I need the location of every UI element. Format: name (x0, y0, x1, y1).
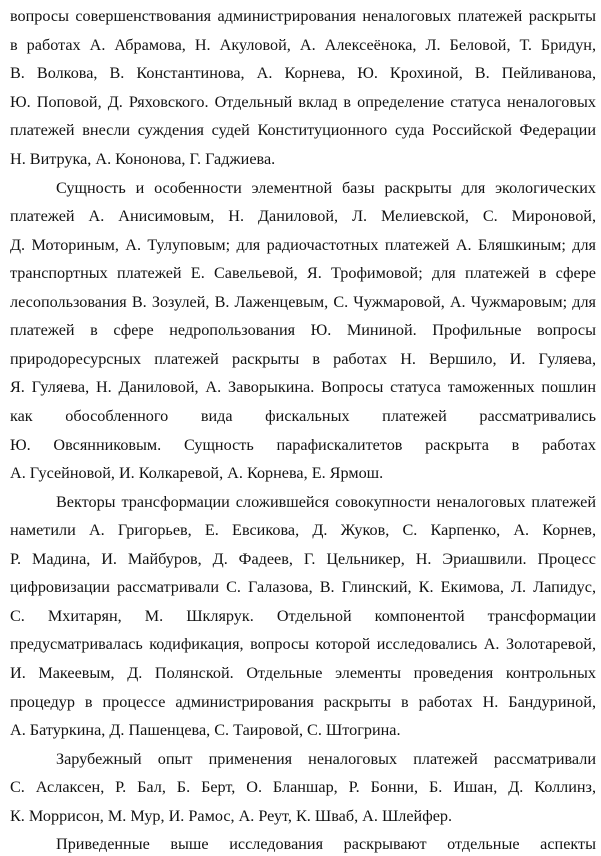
text-line: А. Гусейновой, И. Колкаревой, А. Корнева, Е. Ярмош. (10, 464, 384, 482)
text-line: процедур в процессе администрирования раскрыты в работах Н. Бандуриной, (10, 693, 596, 711)
text-line: Д. Моториным, А. Тулуповым; для радиочастотных платежей А. Бляшкиным; для (10, 236, 596, 254)
text-line: как обособленного вида фискальных платежей рассматривались (10, 407, 596, 425)
paragraph-first-line: Зарубежный опыт применения неналоговых платежей рассматривали (56, 750, 596, 768)
text-line: Р. Мадина, И. Майбуров, Д. Фадеев, Г. Цельникер, Н. Эриашвили. Процесс (10, 550, 596, 568)
text-line: цифровизации рассматривали С. Галазова, В. Глинский, К. Екимова, Л. Лапидус, (10, 578, 596, 596)
text-line: в работах А. Абрамова, Н. Акуловой, А. Алексеёнока, Л. Беловой, Т. Бридун, (10, 36, 596, 54)
text-line: лесопользования В. Зозулей, В. Лаженцевым, С. Чужмаровой, А. Чужмаровым; для (10, 293, 596, 311)
text-line: платежей внесли суждения судей Конституционного суда Российской Федерации (10, 121, 596, 139)
text-line: предусматривалась кодификация, вопросы которой исследовались А. Золотаревой, (10, 635, 596, 653)
text-line: Ю. Поповой, Д. Ряховского. Отдельный вклад в определение статуса неналоговых (10, 93, 596, 111)
text-line: С. Мхитарян, М. Шклярук. Отдельной компонентой трансформации (10, 607, 596, 625)
text-line: природоресурсных платежей раскрыты в работах Н. Вершило, И. Гуляева, (10, 350, 596, 368)
text-line: наметили А. Григорьев, Е. Евсикова, Д. Жуков, С. Карпенко, А. Корнев, (10, 521, 596, 539)
paragraph-first-line: Векторы трансформации сложившейся совокупности неналоговых платежей (56, 493, 596, 511)
text-line: В. Волкова, В. Константинова, А. Корнева, Ю. Крохиной, В. Пейливанова, (10, 64, 596, 82)
text-line: платежей в сфере недропользования Ю. Мининой. Профильные вопросы (10, 321, 596, 339)
text-line: Н. Витрука, А. Кононова, Г. Гаджиева. (10, 150, 276, 168)
text-line: К. Моррисон, М. Мур, И. Рамос, А. Реут, К. Шваб, А. Шлейфер. (10, 807, 453, 825)
text-line: С. Аслаксен, Р. Бал, Б. Берт, О. Бланшар, Р. Бонни, Б. Ишан, Д. Коллинз, (10, 778, 596, 796)
paragraph-first-line: Приведенные выше исследования раскрывают отдельные аспекты (56, 835, 596, 853)
text-line: вопросы совершенствования администрирования неналоговых платежей раскрыты (10, 7, 596, 25)
text-line: Ю. Овсянниковым. Сущность парафискалитетов раскрыта в работах (10, 436, 596, 454)
text-line: А. Батуркина, Д. Пашенцева, С. Таировой, С. Штогрина. (10, 721, 401, 739)
text-line: Я. Гуляева, Н. Даниловой, А. Заворыкина. Вопросы статуса таможенных пошлин (10, 378, 596, 396)
text-line: транспортных платежей Е. Савельевой, Я. Трофимовой; для платежей в сфере (10, 264, 596, 282)
text-line: платежей А. Анисимовым, Н. Даниловой, Л. Мелиевской, С. Мироновой, (10, 207, 596, 225)
paragraph-first-line: Сущность и особенности элементной базы раскрыты для экологических (56, 179, 596, 197)
text-line: И. Макеевым, Д. Полянской. Отдельные элементы проведения контрольных (10, 664, 596, 682)
